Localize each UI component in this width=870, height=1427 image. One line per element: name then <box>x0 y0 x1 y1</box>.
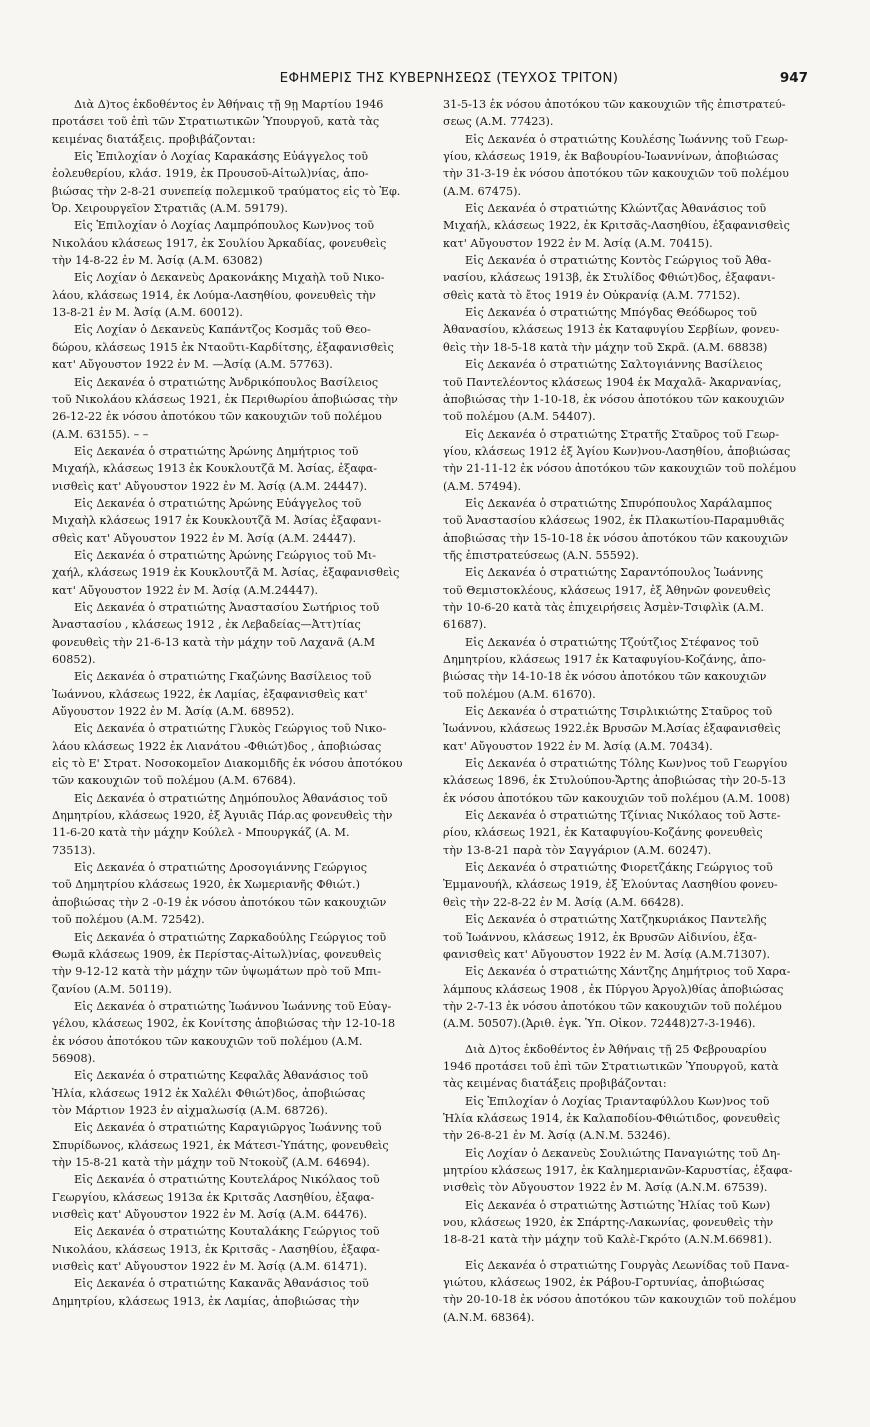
text-line: Εἰς Δεκανέα ὁ στρατιώτης Χάντζης Δημήτριος τοῦ Χαρα- <box>465 965 791 979</box>
text-line: Εἰς Δεκανέα ὁ στρατιώτης Χατζηκυριάκος Παντελῆς <box>465 913 767 927</box>
text-line: Εἰς Δεκανέα ὁ στρατιώτης Δημόπουλος Ἀθανάσιος τοῦ <box>74 791 388 805</box>
text-line: Εἰς Δεκανέα ὁ στρατιώτης Γλυκὸς Γεώργιος τοῦ Νικο- <box>74 722 387 736</box>
text-line: σεως (Α.Μ. 77423). <box>443 115 554 129</box>
text-line: 73513). <box>52 843 96 857</box>
text-line: φανισθεὶς κατ' Αὔγουστον 1922 ἐν Μ. Ἀσίᾳ (Α.Μ.71307). <box>443 947 771 961</box>
text-line: Μιχαήλ, κλάσεως 1913 ἐκ Κουκλουτζᾶ Μ. Ἀσίας, ἐξαφα- <box>52 462 378 476</box>
text-line: (Α.Μ. 67475). <box>443 184 522 198</box>
text-line: νισθεὶς κατ' Αὔγουστον 1922 ἐν Μ. Ἀσίᾳ (Α.Μ. 64476). <box>52 1208 368 1221</box>
text-line: Εἰς Δεκανέα ὁ στρατιώτης Σπυρόπουλος Χαράλαμπος <box>465 496 773 510</box>
text-line: φονευθεὶς τὴν 21-6-13 κατὰ τὴν μάχην τοῦ Λαχανᾶ (Α.Μ <box>52 635 376 649</box>
text-line: (Α.Ν.Μ. 68364). <box>443 1310 535 1324</box>
text-line: κατ' Αὔγουστον 1922 ἐν Μ. Ἀσίᾳ (Α.Μ.24447). <box>52 583 319 597</box>
text-line: (Α.Μ. 63155). – – <box>52 427 149 441</box>
text-line: τὴν 14-8-22 ἐν Μ. Ἀσίᾳ (Α.Μ. 63082) <box>52 254 263 268</box>
text-line: Εἰς Δεκανέα ὁ στρατιώτης Ζαρκαδούλης Γεώργιος τοῦ <box>74 930 387 944</box>
text-line: κατ' Αὔγουστον 1922 ἐν Μ. —Ἀσίᾳ (Α.Μ. 57763). <box>52 358 333 372</box>
text-line: (Α.Μ. 57494). <box>443 479 522 493</box>
text-line: Εἰς Δεκανέα ὁ στρατιώτης Ἀναστασίου Σωτήριος τοῦ <box>74 600 380 614</box>
text-line: Σπυρίδωνος, κλάσεως 1921, ἐκ Μάτεσι-Ὑπάτης, φονευθεὶς <box>52 1138 389 1152</box>
text-line: χαήλ, κλάσεως 1919 ἐκ Κουκλουτζᾶ Μ. Ἀσίας, ἐξαφανισθεὶς <box>52 566 400 580</box>
text-line: ἐολευθερίου, κλάσ. 1919, ἐκ Προυσοῦ-Αἰτωλ)νίας, ἀπο- <box>52 167 369 181</box>
text-line: ἐκ νόσου ἀποτόκου τῶν κακουχιῶν τοῦ πολέμου (Α.Μ. 1008) <box>443 791 790 805</box>
text-line: σθεὶς κατὰ τὸ ἔτος 1919 ἐν Οὐκρανίᾳ (Α.Μ. 77152). <box>443 288 741 302</box>
page-header <box>90 66 808 90</box>
text-line: τοῦ πολέμου (Α.Μ. 54407). <box>443 410 596 424</box>
text-line: τὴν 15-8-21 κατὰ τὴν μάχην τοῦ Ντοκοὺζ (Α.Μ. 64694). <box>52 1155 370 1169</box>
text-line: τὸν Μάρτιον 1923 ἐν αἰχμαλωσίᾳ (Α.Μ. 68726). <box>52 1103 328 1117</box>
text-line: Δημητρίου, κλάσεως 1917 ἐκ Καταφυγίου-Κοζάνης, ἀπο- <box>443 653 766 666</box>
text-line: ρίου, κλάσεως 1921, ἐκ Καταφυγίου-Κοζάνης φονευθεὶς <box>443 826 763 840</box>
text-line: Εἰς Δεκανέα ὁ στρατιώτης Δροσογιάννης Γεώργιος <box>74 861 368 875</box>
text-line: 60852). <box>52 653 96 666</box>
text-line: δώρου, κλάσεως 1915 ἐκ Νταοῦτι-Καρδίτσης, ἐξαφανισθεὶς <box>52 340 394 354</box>
text-line: νισθεὶς κατ' Αὔγουστον 1922 ἐν Μ. Ἀσίᾳ (Α.Μ. 61471). <box>52 1260 368 1274</box>
text-line: Εἰς Δεκανέα ὁ στρατιώτης Ἀστιώτης Ἠλίας τοῦ Κων) <box>465 1198 771 1212</box>
text-line: Εἰς Δεκανέα ὁ στρατιώτης Σαραντόπουλος Ἰωάννης <box>465 566 764 580</box>
text-line: λάμπους κλάσεως 1908 , ἐκ Πύργου Ἀργολ)θίας ἀποβιώσας <box>443 982 784 996</box>
text-line: Νικολάου κλάσεως 1917, ἐκ Σουλίου Ἀρκαδίας, φονευθεὶς <box>52 236 387 250</box>
text-line: τοῦ Νικολάου κλάσεως 1921, ἐκ Περιθωρίου ἀποβιώσας τὴν <box>52 392 398 406</box>
text-line: Μιχαήλ, κλάσεως 1922, ἐκ Κριτσᾶς-Λασηθίου, ἐξαφανισθεὶς <box>443 219 790 233</box>
text-line: κατ' Αὔγουστον 1922 ἐν Μ. Ἀσίᾳ (Α.Μ. 70415). <box>443 236 713 250</box>
text-line: Εἰς Δεκανέα ὁ στρατιώτης Καραγιῶργος Ἰωάννης τοῦ <box>74 1121 382 1135</box>
text-line: Εἰς Δεκανέα ὁ στρατιώτης Κουλέσης Ἰωάννης τοῦ Γεωρ- <box>465 132 789 146</box>
text-line: Εἰς Ἐπιλοχίαν ὁ Λοχίας Τριανταφύλλου Κων)νος τοῦ <box>465 1094 770 1108</box>
text-line: εἰς τὸ Ε' Στρατ. Νοσοκομεῖον Διακομιδῆς ἐκ νόσου ἀποτόκου <box>52 757 403 771</box>
text-line: Εἰς Δεκανέα ὁ στρατιώτης Κουταλάκης Γεώργιος τοῦ <box>74 1225 380 1239</box>
text-line: 31-5-13 ἐκ νόσου ἀποτόκου τῶν κακουχιῶν τῆς ἐπιστρατεύ- <box>443 98 786 111</box>
text-line: τὴν 2-7-13 ἐκ νόσου ἀποτόκου τῶν κακουχιῶν τοῦ πολέμου <box>443 999 782 1013</box>
text-line: λάου, κλάσεως 1914, ἐκ Λούμα-Λασηθίου, φονευθεὶς τὴν <box>52 288 376 302</box>
text-line: Εἰς Δεκανέα ὁ στρατιώτης Τζίνιας Νικόλαος τοῦ Ἀστε- <box>465 809 781 823</box>
text-line: γέλου, κλάσεως 1902, ἐκ Κονίτσης ἀποβιώσας τὴν 12-10-18 <box>52 1017 396 1031</box>
text-line: Διὰ Δ)τος ἐκδοθέντος ἐν Ἀθήναις τῇ 25 Φεβρουαρίου <box>465 1042 767 1056</box>
left-column <box>52 96 412 1310</box>
text-line: τὴν 9-12-12 κατὰ τὴν μάχην τῶν ὑψωμάτων πρὸ τοῦ Μπι- <box>52 965 382 979</box>
text-line: Εἰς Δεκανέα ὁ στρατιώτης Ἰωάννου Ἰωάννης τοῦ Εὐαγ- <box>74 999 392 1013</box>
text-line: τὴν 31-3-19 ἐκ νόσου ἀποτόκου τῶν κακουχιῶν τοῦ πολέμου <box>443 167 789 181</box>
text-line: νισθεὶς κατ' Αὔγουστον 1922 ἐν Μ. Ἀσίᾳ (Α.Μ. 24447). <box>52 479 368 493</box>
text-line: Διὰ Δ)τος ἐκδοθέντος ἐν Ἀθήναις τῇ 9ῃ Μαρτίου 1946 <box>74 98 384 111</box>
text-line: τοῦ Ἰωάννου, κλάσεως 1912, ἐκ Βρυσῶν Αἰδινίου, ἐξα- <box>443 930 757 944</box>
text-line: 11-6-20 κατὰ τὴν μάχην Κούλελ - Μπουργκάζ (Α. Μ. <box>52 826 350 840</box>
paragraph-gap <box>443 1033 803 1041</box>
text-line: Ἠλία, κλάσεως 1912 ἐκ Χαλέλι Φθιώτ)δος, ἀποβιώσας <box>52 1086 366 1100</box>
text-line: κατ' Αὔγουστον 1922 ἐν Μ. Ἀσίᾳ (Α.Μ. 70434). <box>443 739 713 753</box>
text-line: Εἰς Δεκανέα ὁ στρατιώτης Σαλτογιάννης Βασίλειος <box>465 358 763 372</box>
text-line: (Α.Μ. 50507).(Ἀριθ. ἐγκ. Ὑπ. Οἰκον. 72448)27-3-1946). <box>443 1017 756 1031</box>
text-line: 26-12-22 ἐκ νόσου ἀποτόκου τῶν κακουχιῶν τοῦ πολέμου <box>52 410 382 424</box>
text-line: θεὶς τὴν 18-5-18 κατὰ τὴν μάχην τοῦ Σκρᾶ. (Α.Μ. 68838) <box>443 340 768 354</box>
text-line: Εἰς Δεκανέα ὁ στρατιώτης Γουργὰς Λεωνίδας τοῦ Πανα- <box>465 1258 790 1272</box>
gazette-title: ΕΦΗΜΕΡΙΣ ΤΗΣ ΚΥΒΕΡΝΗΣΕΩΣ (ΤΕΥΧΟΣ ΤΡΙΤΟΝ) <box>279 70 619 86</box>
text-line: 56908). <box>52 1051 96 1065</box>
text-line: γιώτου, κλάσεως 1902, ἐκ Ράβου-Γορτυνίας, ἀποβιώσας <box>443 1276 765 1290</box>
text-line: νου, κλάσεως 1920, ἐκ Σπάρτης-Λακωνίας, φονευθεὶς τὴν <box>443 1216 774 1229</box>
text-line: Νικολάου, κλάσεως 1913, ἐκ Κριτσᾶς - Λασηθίου, ἐξαφα- <box>52 1242 380 1256</box>
text-line: κειμένας διατάξεις. προβιβάζονται: <box>52 132 256 146</box>
text-line: Εἰς Δεκανέα ὁ στρατιώτης Κεφαλᾶς Ἀθανάσιος τοῦ <box>74 1069 369 1083</box>
text-line: Εἰς Λοχίαν ὁ Δεκανεὺς Δρακονάκης Μιχαὴλ τοῦ Νικο- <box>74 271 385 285</box>
text-line: Εἰς Δεκανέα ὁ στρατιώτης Τζούτζιος Στέφανος τοῦ <box>465 635 759 649</box>
text-line: τοῦ Ἀναστασίου κλάσεως 1902, ἐκ Πλακωτίου-Παραμυθιᾶς <box>443 514 785 528</box>
text-line: ἀποβιώσας τὴν 1-10-18, ἐκ νόσου ἀποτόκου τῶν κακουχιῶν <box>443 392 785 406</box>
text-line: τὴν 21-11-12 ἐκ νόσου ἀποτόκου τῶν κακουχιῶν τοῦ πολέμου <box>443 462 796 476</box>
text-line: Εἰς Δεκανέα ὁ στρατιώτης Κουτελάρος Νικόλαος τοῦ <box>74 1173 380 1187</box>
text-line: τὴν 26-8-21 ἐν Μ. Ἀσίᾳ (Α.Ν.Μ. 53246). <box>443 1129 671 1143</box>
text-line: Ἰωάννου, κλάσεως 1922.ἐκ Βρυσῶν Μ.Ἀσίας ἐξαφανισθεὶς <box>443 722 781 736</box>
text-line: βιώσας τὴν 2-8-21 συνεπείᾳ πολεμικοῦ τραύματος εἰς τὸ Ἐφ. <box>52 184 401 198</box>
text-line: Εἰς Δεκανέα ὁ στρατιώτης Τόλης Κων)νος τοῦ Γεωργίου <box>465 757 788 771</box>
text-line: Εἰς Λοχίαν ὁ Δεκανεὺς Σουλιώτης Παναγιώτης τοῦ Δη- <box>465 1146 781 1160</box>
text-line: Εἰς Ἐπιλοχίαν ὁ Λοχίας Καρακάσης Εὐάγγελος τοῦ <box>74 150 369 164</box>
text-line: Δημητρίου, κλάσεως 1920, ἐξ Ἀγυιᾶς Πάρ.ας φονευθεὶς τὴν <box>52 809 393 823</box>
text-line: Εἰς Δεκανέα ὁ στρατιώτης Ἀρώνης Δημήτριος τοῦ <box>74 444 359 458</box>
text-line: 18-8-21 κατὰ τὴν μάχην τοῦ Καλὲ-Γκρότο (Α.Ν.Μ.66981). <box>443 1233 772 1247</box>
text-line: τοῦ Θεμιστοκλέους, κλάσεως 1917, ἐξ Ἀθηνῶν φονευθεὶς <box>443 583 771 597</box>
text-line: βιώσας τὴν 14-10-18 ἐκ νόσου ἀποτόκου τῶν κακουχιῶν <box>443 670 767 684</box>
text-line: Εἰς Δεκανέα ὁ στρατιώτης Κοντὸς Γεώργιος τοῦ Ἀθα- <box>465 254 772 268</box>
text-line: 61687). <box>443 618 487 632</box>
text-line: θεὶς τὴν 22-8-22 ἐν Μ. Ἀσίᾳ (Α.Μ. 66428). <box>443 895 684 909</box>
text-line: Αὔγουστον 1922 ἐν Μ. Ἀσίᾳ (Α.Μ. 68952). <box>52 705 295 719</box>
text-line: νισθεὶς τὸν Αὔγουστον 1922 ἐν Μ. Ἀσίᾳ (Α.Ν.Μ. 67539). <box>443 1181 768 1195</box>
text-line: τὴν 20-10-18 ἐκ νόσου ἀποτόκου τῶν κακουχιῶν τοῦ πολέμου <box>443 1293 796 1307</box>
text-line: ἐκ νόσου ἀποτόκου τῶν κακουχιῶν τοῦ πολέμου (Α.Μ. <box>52 1034 363 1048</box>
text-line: τὰς κειμένας διατάξεις προβιβάζονται: <box>443 1077 667 1091</box>
text-line: τοῦ Παντελέοντος κλάσεως 1904 ἐκ Μαχαλᾶ- Ἀκαρνανίας, <box>443 375 782 389</box>
text-line: τοῦ Δημητρίου κλάσεως 1920, ἐκ Χωμεριανῆς Φθιώτ.) <box>52 878 360 892</box>
right-column <box>443 96 803 1326</box>
text-line: κλάσεως 1896, ἐκ Στυλούπου-Ἄρτης ἀποβιώσας τὴν 20-5-13 <box>443 774 786 788</box>
text-line: Ἐμμανουήλ, κλάσεως 1919, ἐξ Ἐλούντας Λασηθίου φονευ- <box>443 878 778 892</box>
text-line: τὴν 13-8-21 παρὰ τὸν Σαγγάριον (Α.Μ. 60247). <box>443 843 712 857</box>
text-line: Ἰωάννου, κλάσεως 1922, ἐκ Λαμίας, ἐξαφανισθεὶς κατ' <box>52 687 368 701</box>
text-line: Μιχαὴλ κλάσεως 1917 ἐκ Κουκλουτζᾶ Μ. Ἀσίας ἐξαφανι- <box>52 514 382 528</box>
text-line: γίου, κλάσεως 1919, ἐκ Βαβουρίου-Ἰωαννίνων, ἀποβιώσας <box>443 150 779 164</box>
text-line: τὴν 10-6-20 κατὰ τὰς ἐπιχειρήσεις Ἀσμὲν-Τσιφλὶκ (Α.Μ. <box>443 600 764 614</box>
text-line: Εἰς Δεκανέα ὁ στρατιώτης Ἀρώνης Εὐάγγελος τοῦ <box>74 496 362 510</box>
text-line: Εἰς Δεκανέα ὁ στρατιώτης Μπόγδας Θεόδωρος τοῦ <box>465 306 757 320</box>
text-line: γίου, κλάσεως 1912 ἐξ Ἁγίου Κων)νου-Λασηθίου, ἀποβιώσας <box>443 444 791 458</box>
text-line: ζανίου (Α.Μ. 50119). <box>52 982 172 996</box>
text-line: Ὀρ. Χειρουργεῖον Στρατιᾶς (Α.Μ. 59179). <box>52 202 288 216</box>
text-line: τῶν κακουχιῶν τοῦ πολέμου (Α.Μ. 67684). <box>52 774 297 788</box>
text-line: τοῦ πολέμου (Α.Μ. 61670). <box>443 687 596 701</box>
text-line: Θωμᾶ κλάσεως 1909, ἐκ Περίστας-Αἰτωλ)νίας, φονευθεὶς <box>52 947 382 961</box>
text-line: 13-8-21 ἐν Μ. Ἀσίᾳ (Α.Μ. 60012). <box>52 306 243 320</box>
text-line: Εἰς Δεκανέα ὁ στρατιώτης Γκαζώνης Βασίλειος τοῦ <box>74 670 372 684</box>
text-line: τοῦ πολέμου (Α.Μ. 72542). <box>52 913 205 927</box>
text-line: Εἰς Δεκανέα ὁ στρατιώτης Τσιρλικιώτης Σταῦρος τοῦ <box>465 705 773 719</box>
text-line: Εἰς Δεκανέα ὁ στρατιώτης Κλώντζας Ἀθανάσιος τοῦ <box>465 202 767 216</box>
text-line: Εἰς Λοχίαν ὁ Δεκανεὺς Καπάντζος Κοσμᾶς τοῦ Θεο- <box>74 323 371 337</box>
text-line: Ἀθανασίου, κλάσεως 1913 ἐκ Καταφυγίου Σερβίων, φονευ- <box>443 323 780 337</box>
page-number: 947 <box>779 70 808 86</box>
text-line: προτάσει τοῦ ἐπὶ τῶν Στρατιωτικῶν Ὑπουργοῦ, κατὰ τὰς <box>52 115 380 129</box>
text-line: νασίου, κλάσεως 1913β, ἐκ Στυλίδος Φθιώτ)δος, ἐξαφανι- <box>443 271 776 285</box>
text-line: ἀποβιώσας τὴν 15-10-18 ἐκ νόσου ἀποτόκου τῶν κακουχιῶν <box>443 531 789 545</box>
text-line: σθεὶς κατ' Αὔγουστον 1922 ἐν Μ. Ἀσίᾳ (Α.Μ. 24447). <box>52 531 357 545</box>
text-line: Ἀναστασίου , κλάσεως 1912 , ἐκ Λεβαδείας—Ἀττ)τίας <box>52 618 361 632</box>
text-line: Εἰς Ἐπιλοχίαν ὁ Λοχίας Λαμπρόπουλος Κων)νος τοῦ <box>74 219 375 233</box>
text-line: Εἰς Δεκανέα ὁ στρατιώτης Φιορετζάκης Γεώργιος τοῦ <box>465 861 773 875</box>
text-line: Ἠλία κλάσεως 1914, ἐκ Καλαποδίου-Φθιώτιδος, φονευθεὶς <box>443 1111 780 1125</box>
text-line: 1946 προτάσει τοῦ ἐπὶ τῶν Στρατιωτικῶν Ὑπουργοῦ, κατὰ <box>443 1059 779 1073</box>
text-line: Εἰς Δεκανέα ὁ στρατιώτης Ἀρώνης Γεώργιος τοῦ Μι- <box>74 548 377 562</box>
text-line: Εἰς Δεκανέα ὁ στρατιώτης Στρατῆς Σταῦρος τοῦ Γεωρ- <box>465 427 780 441</box>
text-line: Εἰς Δεκανέα ὁ στρατιώτης Κακανᾶς Ἀθανάσιος τοῦ <box>74 1277 369 1291</box>
text-line: Δημητρίου, κλάσεως 1913, ἐκ Λαμίας, ἀποβιώσας τὴν <box>52 1294 360 1308</box>
paragraph-gap <box>443 1249 803 1257</box>
text-line: τῆς ἐπιστρατεύσεως (Α.Ν. 55592). <box>443 548 639 562</box>
text-line: μητρίου κλάσεως 1917, ἐκ Καλημεριανῶν-Καρυστίας, ἐξαφα- <box>443 1163 793 1177</box>
text-line: Εἰς Δεκανέα ὁ στρατιώτης Ἀνδρικόπουλος Βασίλειος <box>74 375 379 389</box>
text-line: λάου κλάσεως 1922 ἐκ Λιανάτου -Φθιώτ)δος , ἀποβιώσας <box>52 739 382 753</box>
text-line: Γεωργίου, κλάσεως 1913α ἐκ Κριτσᾶς Λασηθίου, ἐξαφα- <box>52 1190 375 1204</box>
text-line: ἀποβιώσας τὴν 2 -0-19 ἐκ νόσου ἀποτόκου τῶν κακουχιῶν <box>52 895 387 909</box>
